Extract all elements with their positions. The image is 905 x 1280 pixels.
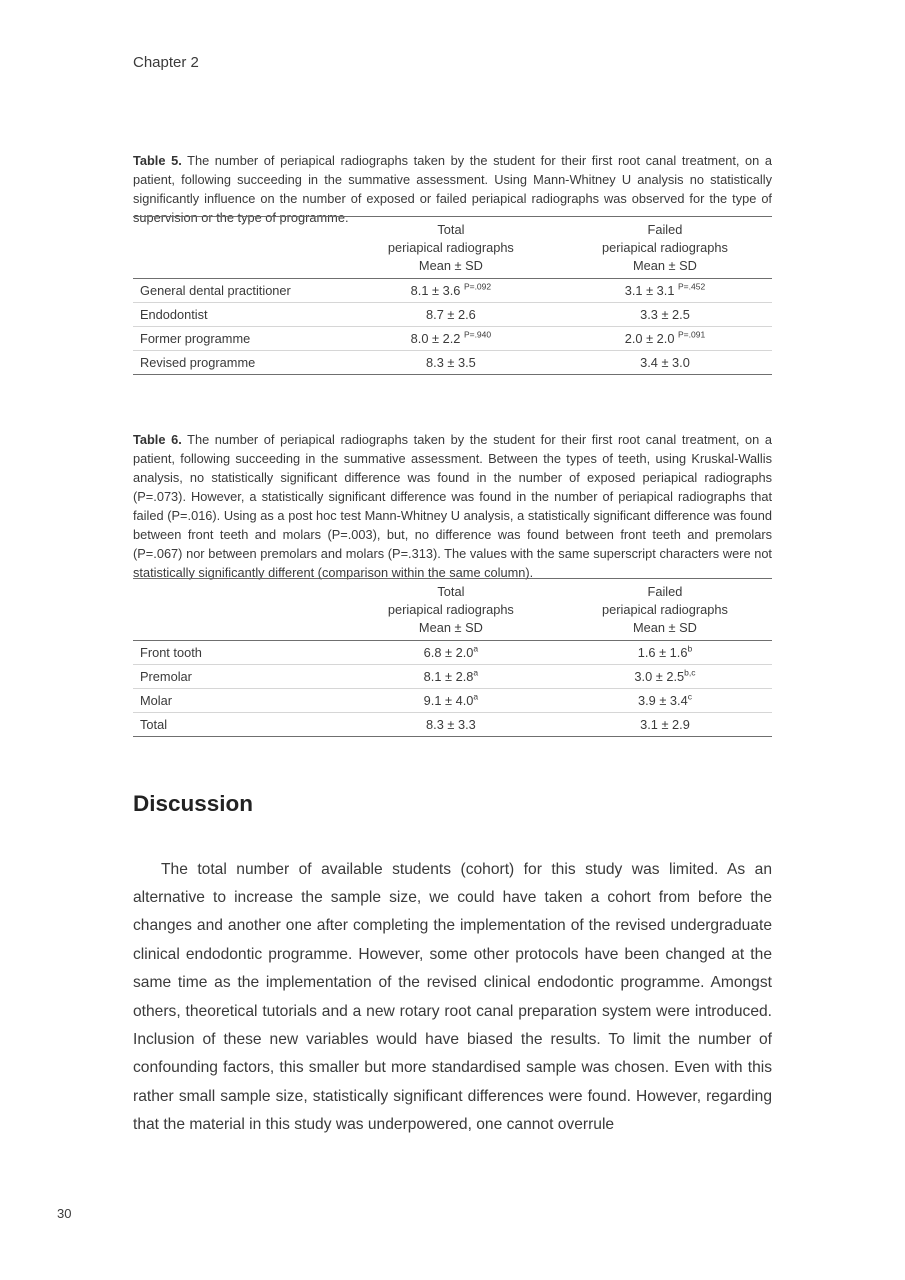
- discussion-heading: Discussion: [133, 791, 254, 817]
- cell-superscript: a: [473, 667, 479, 678]
- table5-header-failed: Failed periapical radiographs Mean ± SD: [558, 217, 772, 279]
- table5-caption-text: The number of periapical radiographs taken by the student for their first root canal treatment, on a patient, following succeeding in the summative assessment. Using Mann-Whitney U analysis no statistically significantly influence on the number of exposed or failed periapical radiographs was observed for the type of supervision or the type of programme.: [133, 152, 772, 225]
- row-failed-cell: 3.9 ± 3.4$^c$: [558, 689, 772, 713]
- table5-caption-label: Table 5.: [133, 152, 182, 168]
- table5: [133, 216, 772, 375]
- chapter-header: Chapter 2: [133, 54, 199, 71]
- row-failed-cell: 1.6 ± 1.6$^b$: [558, 641, 772, 665]
- table5-header-empty: [133, 217, 344, 279]
- row-label: General dental practitioner: [133, 279, 344, 303]
- row-total-cell: 9.1 ± 4.0$^a$: [344, 689, 558, 713]
- table-row: [133, 327, 772, 351]
- row-failed-cell: 3.3 ± 2.5: [558, 303, 772, 327]
- cell-superscript: b: [687, 643, 693, 654]
- table5-header-row: [133, 217, 772, 279]
- row-total-cell: 8.1 ± 2.8$^a$: [344, 665, 558, 689]
- row-label: Molar: [133, 689, 344, 713]
- cell-superscript: a: [473, 691, 479, 702]
- table-row: [133, 641, 772, 665]
- row-failed-cell: 3.1 ± 2.9: [640, 717, 690, 732]
- table6-header-total: Total periapical radiographs Mean ± SD: [344, 579, 558, 641]
- table6-header-row: [133, 579, 772, 641]
- table6: [133, 578, 772, 737]
- row-total-cell: 8.3 ± 3.3: [426, 717, 476, 732]
- row-label: Total: [140, 717, 168, 732]
- cell-superscript: P=.091: [678, 329, 706, 340]
- table-row: [133, 665, 772, 689]
- table6-header-failed: Failed periapical radiographs Mean ± SD: [558, 579, 772, 641]
- cell-superscript: P=.452: [678, 281, 706, 292]
- row-label: Revised programme: [140, 355, 256, 370]
- row-label: Endodontist: [133, 303, 344, 327]
- table-row: [133, 279, 772, 303]
- table-row: [133, 351, 772, 375]
- table-row: [133, 303, 772, 327]
- row-failed-cell: 2.0 ± 2.0 $^{P=.091}$: [558, 327, 772, 351]
- row-total-cell: 8.1 ± 3.6 $^{P=.092}$: [344, 279, 558, 303]
- table-row: [133, 689, 772, 713]
- table6-caption: [133, 430, 772, 582]
- row-total-cell: 8.3 ± 3.5: [426, 355, 476, 370]
- row-label: Former programme: [133, 327, 344, 351]
- row-failed-cell: 3.1 ± 3.1 $^{P=.452}$: [558, 279, 772, 303]
- cell-superscript: P=.940: [463, 329, 492, 340]
- page-number: 30: [57, 1206, 72, 1221]
- table5-header-total: Total periapical radiographs Mean ± SD: [344, 217, 558, 279]
- table6-caption-label: Table 6.: [133, 431, 182, 447]
- row-label: Front tooth: [133, 641, 344, 665]
- discussion-paragraph: The total number of available students (cohort) for this study was limited. As an alternative to increase the sample size, we could have taken a cohort from before the changes and another one after completing the implementation of the revised undergraduate clinical endodontic programme. However, some other protocols have been changed at the same time as the implementation of the revised clinical endodontic programme. Amongst others, theoretical tutorials and a new rotary root canal preparation system were introduced. Inclusion of these new variables would have biased the results. To limit the number of confounding factors, this smaller but more standardised sample was chosen. Even with this rather small sample size, statistically significant differences were found. However, regarding that the material in this study was underpowered, one cannot overrule: [133, 860, 772, 1134]
- row-failed-cell: $3.0 \pm 2.5^{b,c}$: [558, 665, 772, 689]
- cell-superscript: c: [687, 691, 692, 702]
- cell-superscript: b,c: [684, 667, 696, 678]
- row-label: Premolar: [133, 665, 344, 689]
- table6-header-empty: [133, 579, 344, 641]
- cell-superscript: P=.092: [463, 281, 492, 292]
- table-row: [133, 713, 772, 737]
- table6-caption-text: The number of periapical radiographs taken by the student for their first root canal treatment, on a patient, following succeeding in the summative assessment. Between the types of teeth, using Kruskal-Wallis analysis, no statistically significant difference was found in the number of exposed periapical radiographs (P=.073). However, a statistically significant difference was found in the number of periapical radiographs that failed (P=.016). Using as a post hoc test Mann-Whitney U analysis, a statistically significant difference was found between front teeth and molars (P=.003), but, no difference was found between front teeth and premolars (P=.067) nor between premolars and molars (P=.313). The values with the same superscript characters were not statistically significantly different (comparison within the same column).: [133, 431, 772, 580]
- row-total-cell: 8.7 ± 2.6: [344, 303, 558, 327]
- cell-superscript: a: [473, 643, 479, 654]
- row-total-cell: 8.0 ± 2.2 $^{P=.940}$: [344, 327, 558, 351]
- row-failed-cell: 3.4 ± 3.0: [640, 355, 690, 370]
- row-total-cell: 6.8 ± 2.0$^a$: [344, 641, 558, 665]
